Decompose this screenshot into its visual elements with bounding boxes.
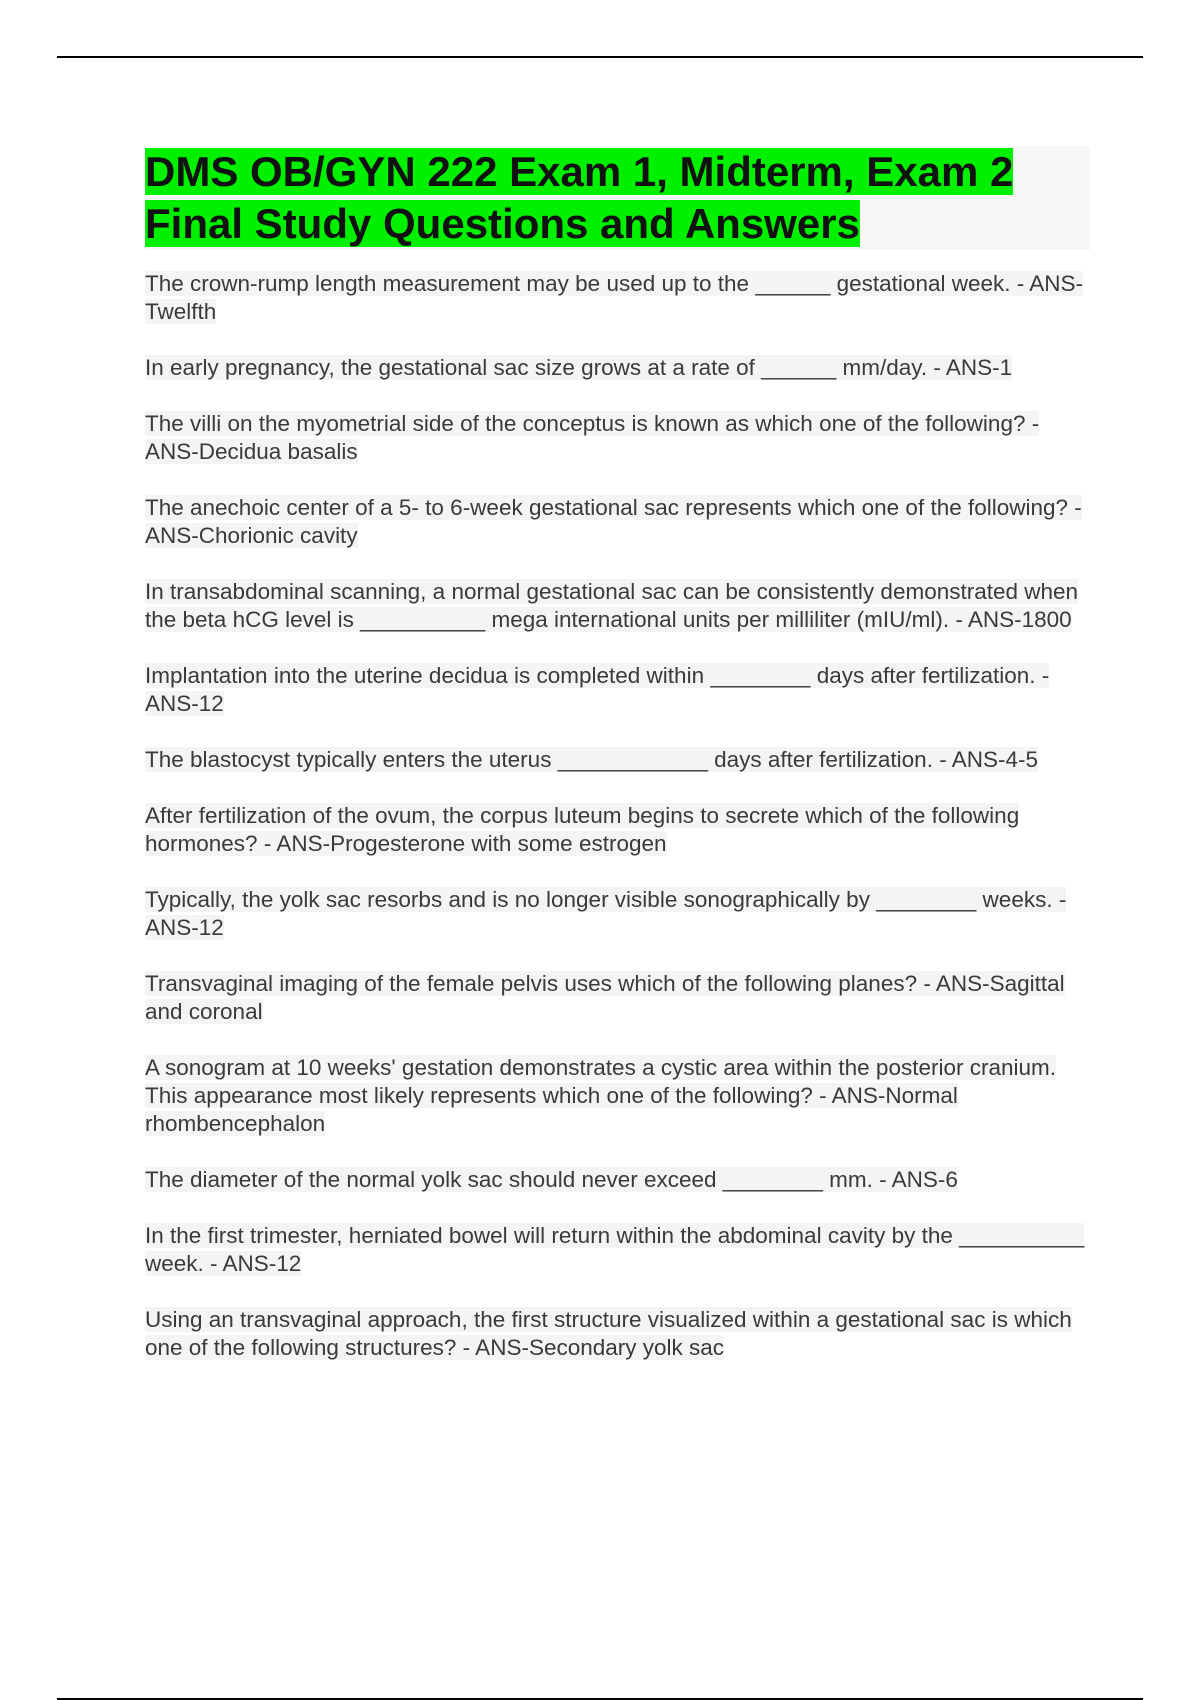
qa-item [145,410,1090,466]
qa-text: Typically, the yolk sac resorbs and is no longer visible sonographically by ________ weeks. - ANS-12 [145,887,1067,940]
qa-item [145,1306,1090,1362]
qa-item [145,802,1090,858]
qa-item [145,354,1090,382]
qa-text: The crown-rump length measurement may be used up to the ______ gestational week. - ANS-Twelfth [145,271,1084,324]
qa-text: In the first trimester, herniated bowel will return within the abdominal cavity by the __________ week. - ANS-12 [145,1223,1085,1276]
qa-text: The diameter of the normal yolk sac should never exceed ________ mm. - ANS-6 [145,1167,958,1192]
qa-text: The villi on the myometrial side of the conceptus is known as which one of the following? - ANS-Decidua basalis [145,411,1040,464]
qa-item [145,1166,1090,1194]
qa-item [145,270,1090,326]
qa-text: Transvaginal imaging of the female pelvis uses which of the following planes? - ANS-Sagittal and coronal [145,971,1065,1024]
qa-item [145,886,1090,942]
qa-text: In transabdominal scanning, a normal gestational sac can be consistently demonstrated when the beta hCG level is __________ mega international units per milliliter (mIU/ml). - ANS-1800 [145,579,1079,632]
qa-text: After fertilization of the ovum, the corpus luteum begins to secrete which of the following hormones? - ANS-Progesterone with some estrogen [145,803,1020,856]
top-rule [57,56,1143,58]
qa-text: A sonogram at 10 weeks' gestation demonstrates a cystic area within the posterior cranium. This appearance most likely represents which one of the following? - ANS-Normal rhombencephalon [145,1055,1056,1136]
qa-item [145,662,1090,718]
qa-text: Using an transvaginal approach, the first structure visualized within a gestational sac is which one of the following structures? - ANS-Secondary yolk sac [145,1307,1072,1360]
qa-text: The anechoic center of a 5- to 6-week gestational sac represents which one of the following? - ANS-Chorionic cavity [145,495,1082,548]
qa-item [145,1054,1090,1138]
qa-text: Implantation into the uterine decidua is completed within ________ days after fertilization. - ANS-12 [145,663,1050,716]
qa-item [145,494,1090,550]
qa-item [145,970,1090,1026]
qa-item [145,578,1090,634]
qa-text: The blastocyst typically enters the uterus ____________ days after fertilization. - ANS-4-5 [145,747,1038,772]
qa-item [145,1222,1090,1278]
qa-item [145,746,1090,774]
document-body [145,146,1090,1390]
title-block [145,146,1090,250]
title-highlight: DMS OB/GYN 222 Exam 1, Midterm, Exam 2 Final Study Questions and Answers [145,148,1014,247]
qa-list [145,270,1090,1362]
qa-text: In early pregnancy, the gestational sac size grows at a rate of ______ mm/day. - ANS-1 [145,355,1013,380]
document-title [145,146,1065,250]
